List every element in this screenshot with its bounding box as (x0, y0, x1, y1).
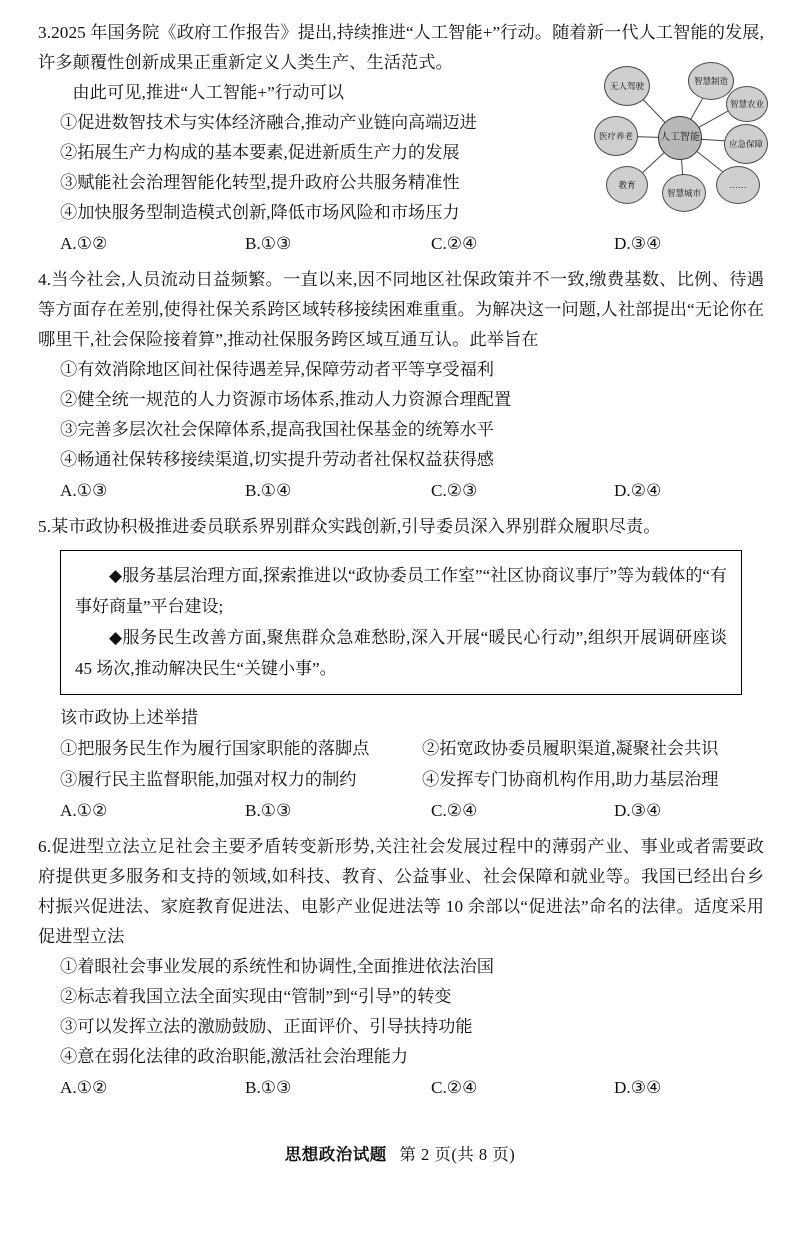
question-4-options (38, 476, 764, 506)
question-6-option-c[interactable]: C.②④ (431, 1078, 478, 1097)
diagram-node-3 (594, 116, 638, 156)
question-5-material-box (60, 550, 742, 695)
page-content (38, 18, 764, 1105)
question-4-option-b[interactable]: B.①④ (245, 481, 292, 500)
diagram-node-label: …… (729, 180, 747, 190)
question-5-option-d[interactable]: D.③④ (614, 801, 662, 820)
question-5-items-row-1 (38, 734, 764, 764)
material-paragraph-2: ◆服务民生改善方面,聚焦群众急难愁盼,深入开展“暖民心行动”,组织开展调研座谈 45 场次,推动解决民生“关键小事”。 (75, 628, 727, 678)
question-6-stem-text: 促进型立法立足社会主要矛盾转变新形势,关注社会发展过程中的薄弱产业、事业或者需要政府提供更多服务和支持的领域,如科技、教育、公益事业、社会保障和就业等。我国已经出台乡村振兴促进法、家庭教育促进法、电影产业促进法等 10 余部以“促进法”命名的法律。适度采用促进型立法 (38, 837, 764, 946)
question-5-item-1: ①把服务民生作为履行国家职能的落脚点 (60, 739, 370, 758)
diagram-node-label: 智慧农业 (729, 99, 764, 109)
question-6-item-2: ②标志着我国立法全面实现由“管制”到“引导”的转变 (60, 987, 452, 1006)
question-4-item-4: ④畅通社保转移接续渠道,切实提升劳动者社保权益获得感 (60, 450, 494, 469)
question-3-number: 3. (38, 23, 52, 42)
diagram-node-label: 医疗养老 (598, 131, 633, 141)
question-3-stem-text: 2025 年国务院《政府工作报告》提出,持续推进“人工智能+”行动。随着新一代人工智能的发展,许多颠覆性创新成果正重新定义人类生产、生活范式。 (38, 23, 764, 72)
diagram-node-1 (688, 62, 734, 100)
question-4-stem (38, 265, 764, 355)
diagram-center-label: 人工智能 (660, 132, 700, 143)
diagram-node-6 (662, 174, 706, 212)
question-5 (38, 512, 764, 826)
question-5-stem (38, 512, 764, 542)
page-footer (0, 1141, 800, 1165)
question-4-item-1: ①有效消除地区间社保待遇差异,保障劳动者平等享受福利 (60, 360, 494, 379)
question-3-item-3: ③赋能社会治理智能化转型,提升政府公共服务精准性 (60, 173, 460, 192)
question-5-number: 5. (38, 517, 52, 536)
question-4-stem-text: 当今社会,人员流动日益频繁。一直以来,因不同地区社保政策并不一致,缴费基数、比例、待遇等方面存在差别,使得社保关系跨区域转移接续困难重重。为解决这一问题,人社部提出“无论你在哪里干,社会保险接着算”,推动社保服务跨区域互通互认。此举旨在 (38, 270, 764, 349)
diagram-node-label: 智慧城市 (666, 188, 701, 198)
question-5-option-b[interactable]: B.①③ (245, 801, 292, 820)
diagram-node-7 (716, 166, 760, 204)
question-6-option-a[interactable]: A.①② (60, 1078, 108, 1097)
question-4-option-c[interactable]: C.②③ (431, 481, 478, 500)
question-6-item-4: ④意在弱化法律的政治职能,激活社会治理能力 (60, 1047, 409, 1066)
question-3-option-a[interactable]: A.①② (60, 234, 108, 253)
question-4-option-a[interactable]: A.①③ (60, 481, 108, 500)
question-5-stem-text: 某市政协积极推进委员联系界别群众实践创新,引导委员深入界别群众履职尽责。 (51, 517, 661, 536)
question-4-item-2: ②健全统一规范的人力资源市场体系,推动人力资源合理配置 (60, 390, 512, 409)
question-3-item-1: ①促进数智技术与实体经济融合,推动产业链向高端迈进 (60, 113, 477, 132)
question-3 (38, 18, 764, 259)
material-paragraph-1: ◆服务基层治理方面,探索推进以“政协委员工作室”“社区协商议事厅”等为载体的“有事好商量”平台建设; (75, 566, 727, 616)
question-6-stem (38, 832, 764, 952)
footer-page-label: 第 2 页(共 8 页) (399, 1145, 516, 1164)
diagram-node-center (658, 116, 702, 160)
diagram-node-label: 无人驾驶 (609, 81, 644, 91)
diagram-node-5 (606, 166, 648, 204)
question-6-item-1: ①着眼社会事业发展的系统性和协调性,全面推进依法治国 (60, 957, 494, 976)
question-3-option-c[interactable]: C.②④ (431, 234, 478, 253)
question-6-number: 6. (38, 837, 52, 856)
question-5-item-2: ②拓宽政协委员履职渠道,凝聚社会共识 (422, 739, 719, 758)
question-4-item-3: ③完善多层次社会保障体系,提高我国社保基金的统筹水平 (60, 420, 494, 439)
question-5-options (38, 796, 764, 826)
question-5-item-3: ③履行民主监督职能,加强对权力的制约 (60, 770, 357, 789)
question-3-item-2: ②拓展生产力构成的基本要素,促进新质生产力的发展 (60, 143, 460, 162)
diagram-node-4 (724, 124, 768, 164)
question-3-option-d[interactable]: D.③④ (614, 234, 662, 253)
question-4-number: 4. (38, 270, 52, 289)
question-5-items-row-2 (38, 765, 764, 795)
diagram-node-label: 教育 (618, 180, 636, 190)
question-6 (38, 832, 764, 1103)
question-5-item-4: ④发挥专门协商机构作用,助力基层治理 (422, 770, 719, 789)
question-3-lead: 由此可见,推进“人工智能+”行动可以 (72, 83, 345, 102)
question-3-options (38, 229, 764, 259)
diagram-node-2 (726, 86, 768, 122)
question-6-item-3: ③可以发挥立法的激励鼓励、正面评价、引导扶持功能 (60, 1017, 473, 1036)
footer-title: 思想政治试题 (284, 1145, 387, 1164)
question-6-option-d[interactable]: D.③④ (614, 1078, 662, 1097)
question-5-lead: 该市政协上述举措 (60, 708, 199, 727)
diagram-node-label: 应急保障 (728, 139, 763, 149)
question-3-option-b[interactable]: B.①③ (245, 234, 292, 253)
diagram-node-0 (604, 66, 650, 106)
question-6-option-b[interactable]: B.①③ (245, 1078, 292, 1097)
question-3-item-4: ④加快服务型制造模式创新,降低市场风险和市场压力 (60, 203, 460, 222)
question-5-option-c[interactable]: C.②④ (431, 801, 478, 820)
diagram-node-label: 智慧制造 (693, 76, 728, 86)
question-4-option-d[interactable]: D.②④ (614, 481, 662, 500)
ai-plus-diagram (592, 62, 768, 214)
question-5-option-a[interactable]: A.①② (60, 801, 108, 820)
question-4 (38, 265, 764, 506)
question-6-options (38, 1073, 764, 1103)
